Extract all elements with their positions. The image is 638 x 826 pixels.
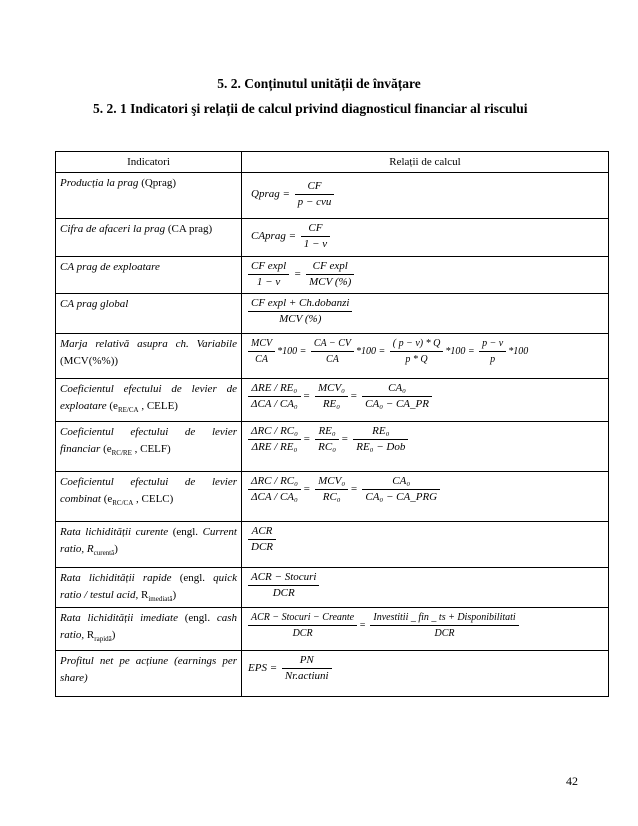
col-header-indicators: Indicatori	[56, 152, 242, 173]
table-row	[56, 522, 609, 568]
formula-cell: $\frac{\text{ΔRC / RC₀}}{\text{ΔRE / RE₀}}$ = $\frac{\text{RE₀}}{\text{RC₀}}$ = $\frac{\text{RE₀}}{\text{RE₀ − Dob}}$	[242, 422, 609, 472]
indicator-cell: Cifra de afaceri la prag (CA prag)	[56, 219, 242, 257]
table-row	[56, 608, 609, 651]
indicator-cell: Coeficientul efectului de levier financiar ($e_{RC/RE}$ , CELF)	[56, 422, 242, 472]
table-row	[56, 379, 609, 422]
table-row	[56, 472, 609, 522]
formula-cell: $\frac{\text{ΔRE / RE₀}}{\text{ΔCA / CA₀}}$ = $\frac{\text{MCV₀}}{\text{RE₀}}$ = $\frac{\text{CA₀}}{\text{CA₀ − CA\_PR}}$	[242, 379, 609, 422]
table-row	[56, 173, 609, 219]
indicator-cell: CA prag global	[56, 294, 242, 334]
formula-cell: $\frac{\text{MCV}}{CA}$ *100 = $\frac{CA - CV}{CA}$ *100 = $\frac{( p - v) * Q}{p * Q}$ *100 = $\frac{p - v}{p}$ *100	[242, 334, 609, 379]
formula-cell: $\frac{\text{ΔRC / RC₀}}{\text{ΔCA / CA₀}}$ = $\frac{\text{MCV₀}}{\text{RC₀}}$ = $\frac{\text{CA₀}}{\text{CA₀ − CA\_PRG}}$	[242, 472, 609, 522]
formula-cell: EPS = $\frac{PN}{\text{Nr.actiuni}}$	[242, 651, 609, 697]
formula-cell: Qprag = $\frac{CF}{\text{p − cvu}}$	[242, 173, 609, 219]
formula-cell: $\frac{\text{ACR − Stocuri}}{\text{DCR}}$	[242, 568, 609, 608]
indicators-table	[55, 151, 609, 697]
indicator-cell: Producția la prag (Qprag)	[56, 173, 242, 219]
section-heading: 5. 2. Conținutul unității de învățare	[217, 76, 421, 91]
formula-cell: $\frac{\text{ACR}}{\text{DCR}}$	[242, 522, 609, 568]
table-row	[56, 651, 609, 697]
formula-cell: $\frac{\text{CF expl + Ch.dobanzi}}{\text{MCV (\%)}}$	[242, 294, 609, 334]
indicator-cell: Coeficientul efectului de levier combinat ($e_{RC/CA}$ , CELC)	[56, 472, 242, 522]
table-header-row	[56, 152, 609, 173]
page-number: 42	[566, 774, 578, 788]
table-row	[56, 568, 609, 608]
formula-cell: $\frac{\text{ACR − Stocuri − Creante}}{\text{DCR}}$ = $\frac{\text{Investitii \_ fin \_ ts + Disponibilitati}}{\text{DCR}}$	[242, 608, 609, 651]
indicator-cell: Marja relativă asupra ch. Variabile (MCV(%%))	[56, 334, 242, 379]
table-row	[56, 334, 609, 379]
indicator-cell: Rata lichidității rapide (engl. quick ratio / testul acid, $R_{imediată}$)	[56, 568, 242, 608]
table-row	[56, 257, 609, 294]
subsection-heading: 5. 2. 1 Indicatori şi relații de calcul privind diagnosticul financiar al riscului	[93, 101, 528, 116]
table-row	[56, 422, 609, 472]
table-row	[56, 219, 609, 257]
indicator-cell: Rata lichidității curente (engl. Current ratio, $R_{curentă}$)	[56, 522, 242, 568]
indicator-cell: Coeficientul efectului de levier de exploatare ($e_{RE/CA}$ , CELE)	[56, 379, 242, 422]
indicator-cell: Profitul net pe acțiune (earnings per share)	[56, 651, 242, 697]
formula-cell: CAprag = $\frac{CF}{1 - v}$	[242, 219, 609, 257]
indicator-cell: Rata lichidității imediate (engl. cash ratio, $R_{rapidă}$)	[56, 608, 242, 651]
col-header-relations: Relații de calcul	[242, 152, 609, 173]
formula-cell: $\frac{\text{CF expl}}{1 - v}$ = $\frac{\text{CF expl}}{\text{MCV (\%)}}$	[242, 257, 609, 294]
table-row	[56, 294, 609, 334]
indicator-cell: CA prag de exploatare	[56, 257, 242, 294]
